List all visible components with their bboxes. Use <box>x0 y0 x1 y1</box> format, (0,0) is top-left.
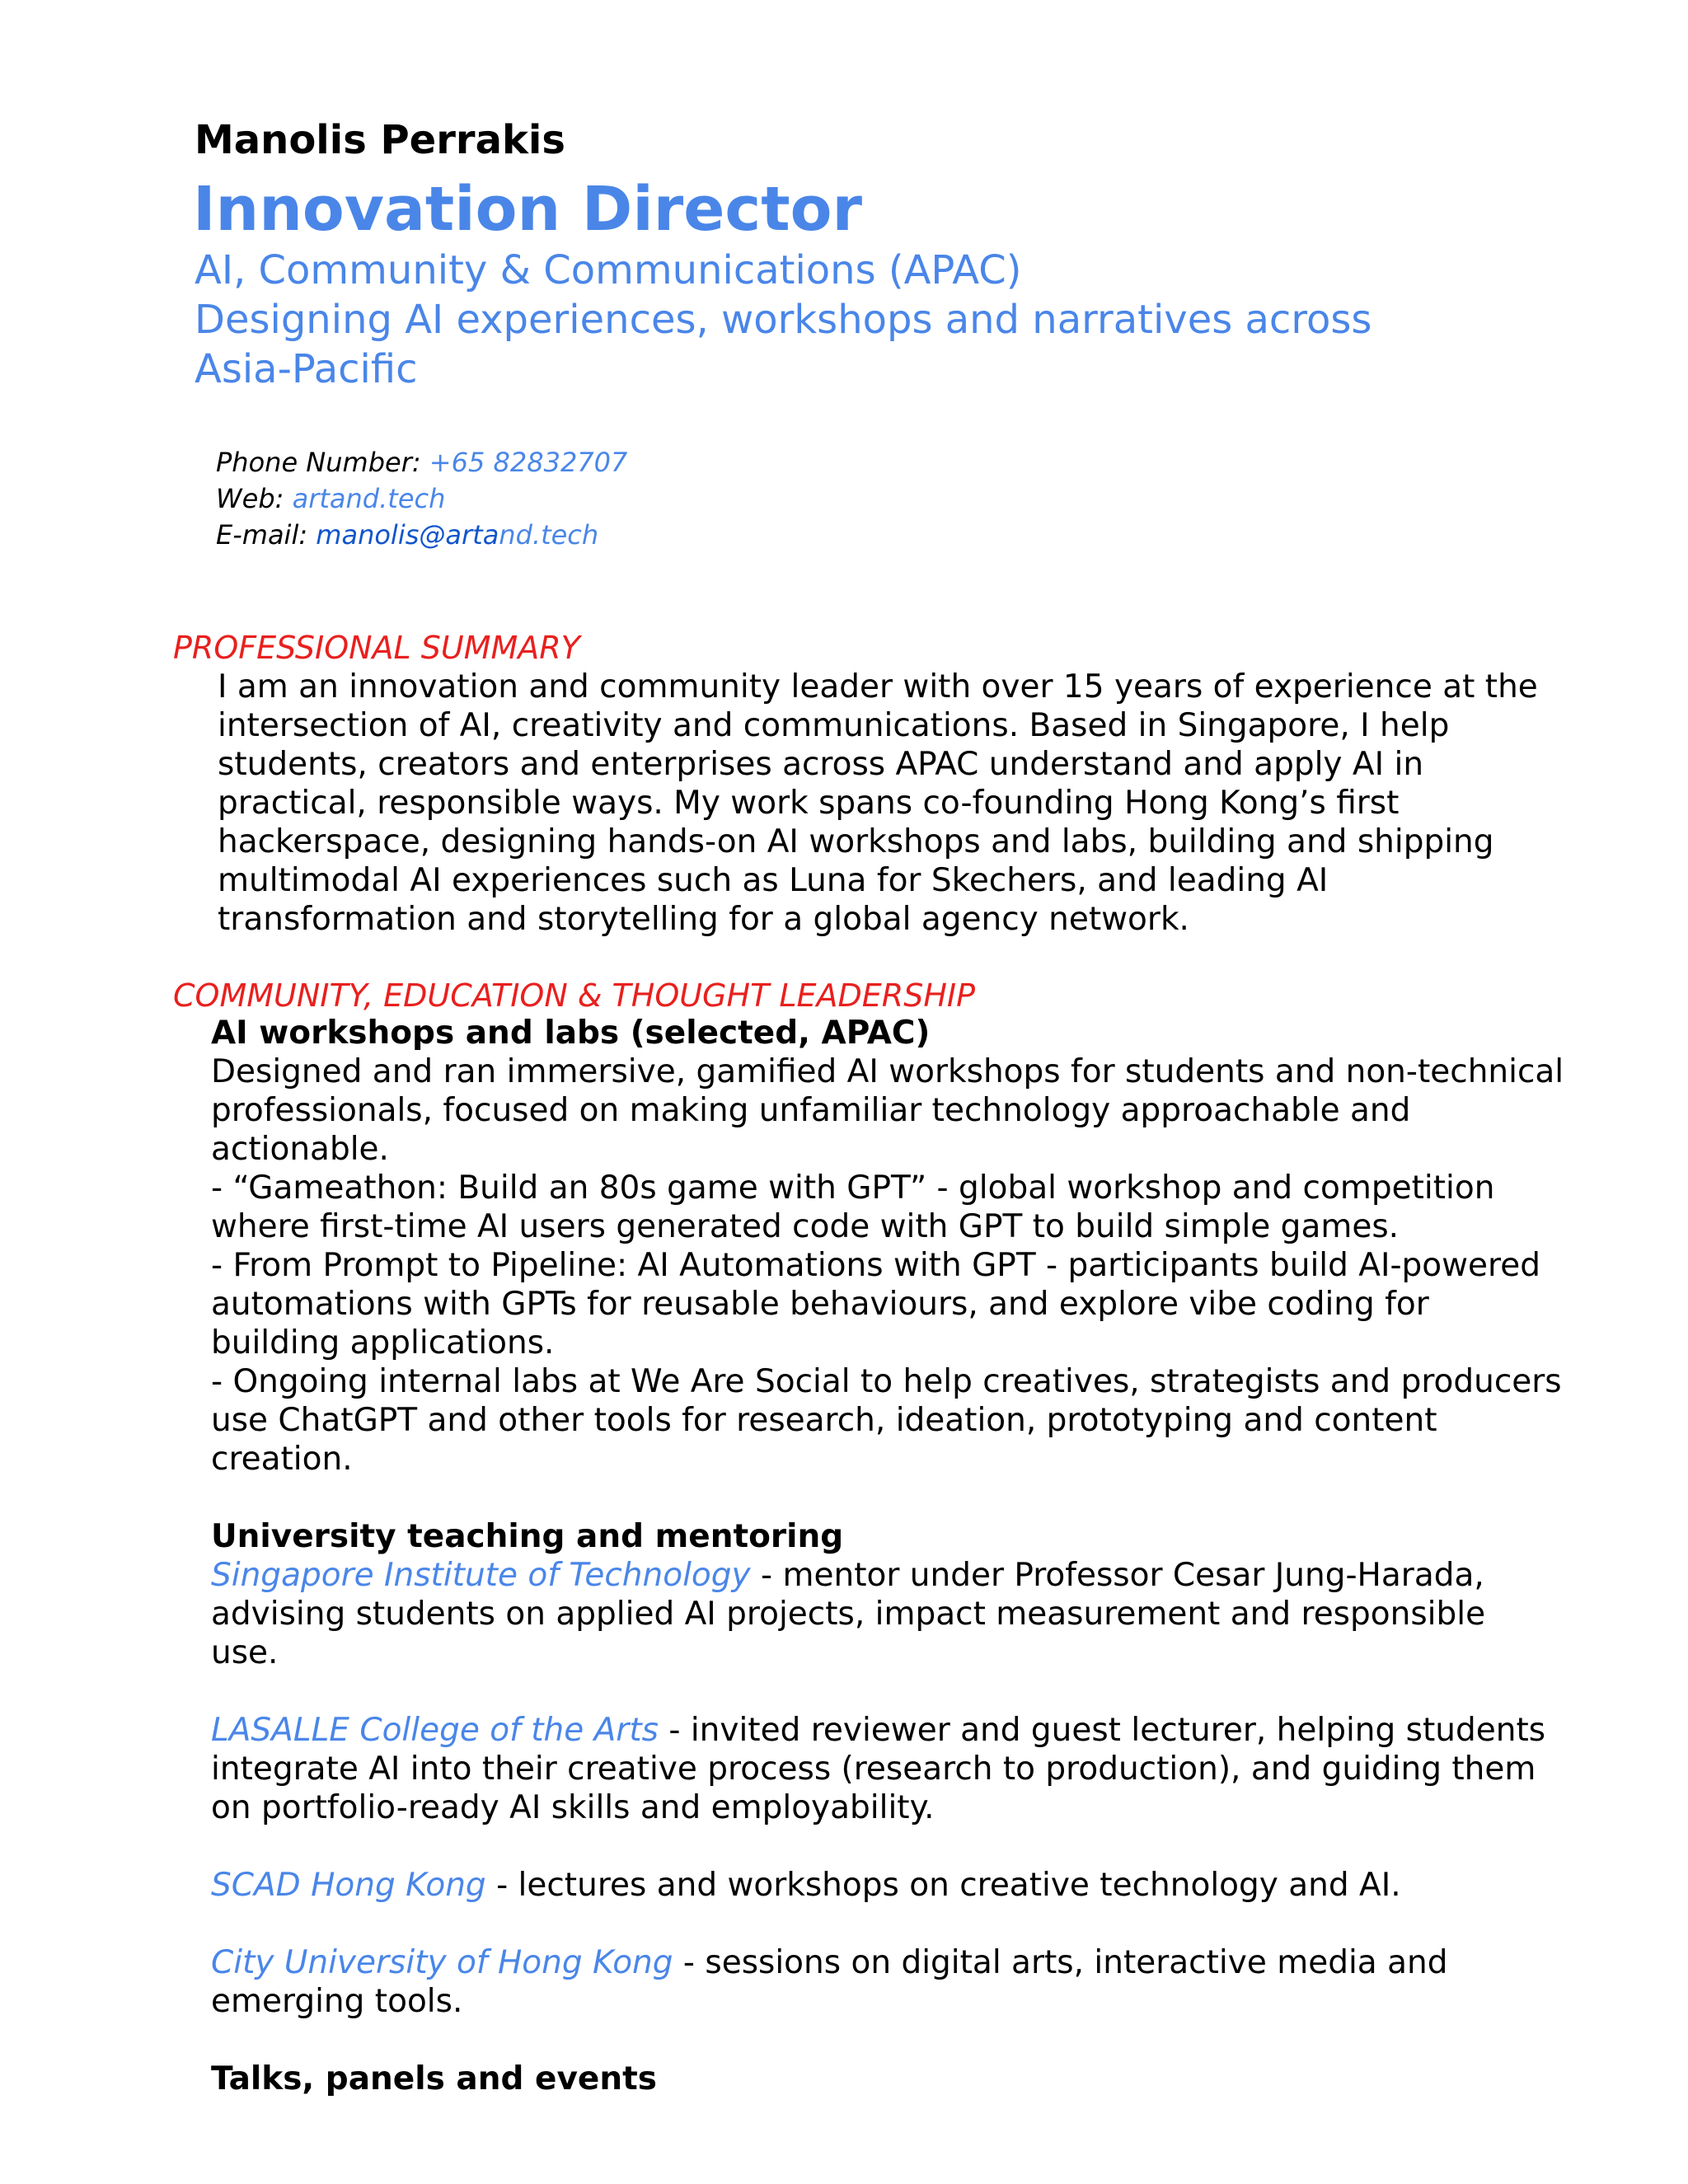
summary-line: multimodal AI experiences such as Luna for Skechers, and leading AI <box>218 862 1329 899</box>
workshops-line: actionable. <box>211 1131 389 1168</box>
workshops-heading: AI workshops and labs (selected, APAC) <box>211 1015 931 1052</box>
email-link-part: nd.tech <box>499 519 599 551</box>
teaching-entry-line <box>211 1556 1596 1595</box>
teaching-entry-line: advising students on applied AI projects, impact measurement and responsible <box>211 1596 1486 1633</box>
email-link-part: manolis@arta <box>316 519 499 551</box>
workshops-line: professionals, focused on making unfamiliar technology approachable and <box>211 1092 1411 1129</box>
community-body <box>211 1014 1596 2098</box>
institution-link-cityu[interactable]: City University of Hong Kong <box>211 1944 673 1981</box>
institution-link-lasalle[interactable]: LASALLE College of the Arts <box>211 1712 659 1749</box>
spacer <box>211 2021 1596 2060</box>
workshops-line: creation. <box>211 1441 353 1478</box>
summary-line: practical, responsible ways. My work spans co-founding Hong Kong’s first <box>218 785 1400 822</box>
summary-line: transformation and storytelling for a global agency network. <box>218 901 1189 938</box>
job-title: Innovation Director <box>193 174 862 245</box>
spacer <box>211 1905 1596 1943</box>
contact-block <box>216 445 627 552</box>
phone-label: Phone Number: <box>216 447 421 478</box>
institution-link-sit[interactable]: Singapore Institute of Technology <box>211 1557 751 1594</box>
email-row <box>216 518 627 552</box>
teaching-heading: University teaching and mentoring <box>211 1518 844 1555</box>
teaching-entry-line: emerging tools. <box>211 1983 463 2020</box>
workshops-line: where first-time AI users generated code with GPT to build simple games. <box>211 1208 1400 1245</box>
tagline <box>195 246 1480 394</box>
workshops-line: - “Gameathon: Build an 80s game with GPT” - global workshop and competition <box>211 1169 1495 1207</box>
tagline-line: Asia-Pacific <box>195 346 418 392</box>
workshops-line: use ChatGPT and other tools for research, ideation, prototyping and content <box>211 1402 1437 1439</box>
email-label: E-mail: <box>216 519 308 551</box>
spacer <box>211 1479 1596 1517</box>
workshops-line: - Ongoing internal labs at We Are Social to help creatives, strategists and producers <box>211 1363 1562 1400</box>
phone-row <box>216 445 627 480</box>
web-link[interactable]: artand.tech <box>292 483 446 514</box>
summary-line: intersection of AI, creativity and communications. Based in Singapore, I help <box>218 707 1450 744</box>
web-row <box>216 481 627 516</box>
summary-line: I am an innovation and community leader with over 15 years of experience at the <box>218 668 1538 705</box>
summary-line: students, creators and enterprises across APAC understand and apply AI in <box>218 746 1424 783</box>
spacer <box>211 1672 1596 1711</box>
teaching-entry-line <box>211 1866 1596 1905</box>
workshops-line: building applications. <box>211 1324 555 1361</box>
teaching-entry-line: integrate AI into their creative process (research to production), and guiding them <box>211 1750 1536 1788</box>
summary-line: hackerspace, designing hands-on AI workshops and labs, building and shipping <box>218 823 1494 860</box>
teaching-entry-text: - lectures and workshops on creative technology and AI. <box>485 1867 1401 1904</box>
summary-body <box>218 668 1569 939</box>
teaching-entry-text: - mentor under Professor Cesar Jung-Harada, <box>750 1557 1484 1594</box>
spacer <box>211 1827 1596 1866</box>
teaching-entry-text: - invited reviewer and guest lecturer, helping students <box>658 1712 1546 1749</box>
phone-link[interactable]: +65 82832707 <box>429 447 628 478</box>
teaching-entry-text: - sessions on digital arts, interactive media and <box>673 1944 1448 1981</box>
summary-heading: PROFESSIONAL SUMMARY <box>173 630 580 666</box>
teaching-entry-line <box>211 1711 1596 1750</box>
institution-link-scad[interactable]: SCAD Hong Kong <box>211 1867 486 1904</box>
teaching-entry-line <box>211 1943 1596 1982</box>
workshops-line: - From Prompt to Pipeline: AI Automations with GPT - participants build AI-powered <box>211 1247 1540 1284</box>
teaching-entry-line: use. <box>211 1634 279 1671</box>
tagline-line: Designing AI experiences, workshops and narratives across <box>195 297 1372 343</box>
talks-heading: Talks, panels and events <box>211 2060 657 2097</box>
email-link[interactable] <box>316 519 598 551</box>
workshops-line: automations with GPTs for reusable behaviours, and explore vibe coding for <box>211 1286 1429 1323</box>
tagline-line: AI, Community & Communications (APAC) <box>195 247 1022 293</box>
teaching-entry-line: on portfolio-ready AI skills and employability. <box>211 1789 935 1826</box>
candidate-name: Manolis Perrakis <box>195 117 565 163</box>
community-heading: COMMUNITY, EDUCATION & THOUGHT LEADERSHIP <box>173 977 976 1014</box>
workshops-line: Designed and ran immersive, gamified AI workshops for students and non-technical <box>211 1053 1564 1090</box>
web-label: Web: <box>216 483 284 514</box>
